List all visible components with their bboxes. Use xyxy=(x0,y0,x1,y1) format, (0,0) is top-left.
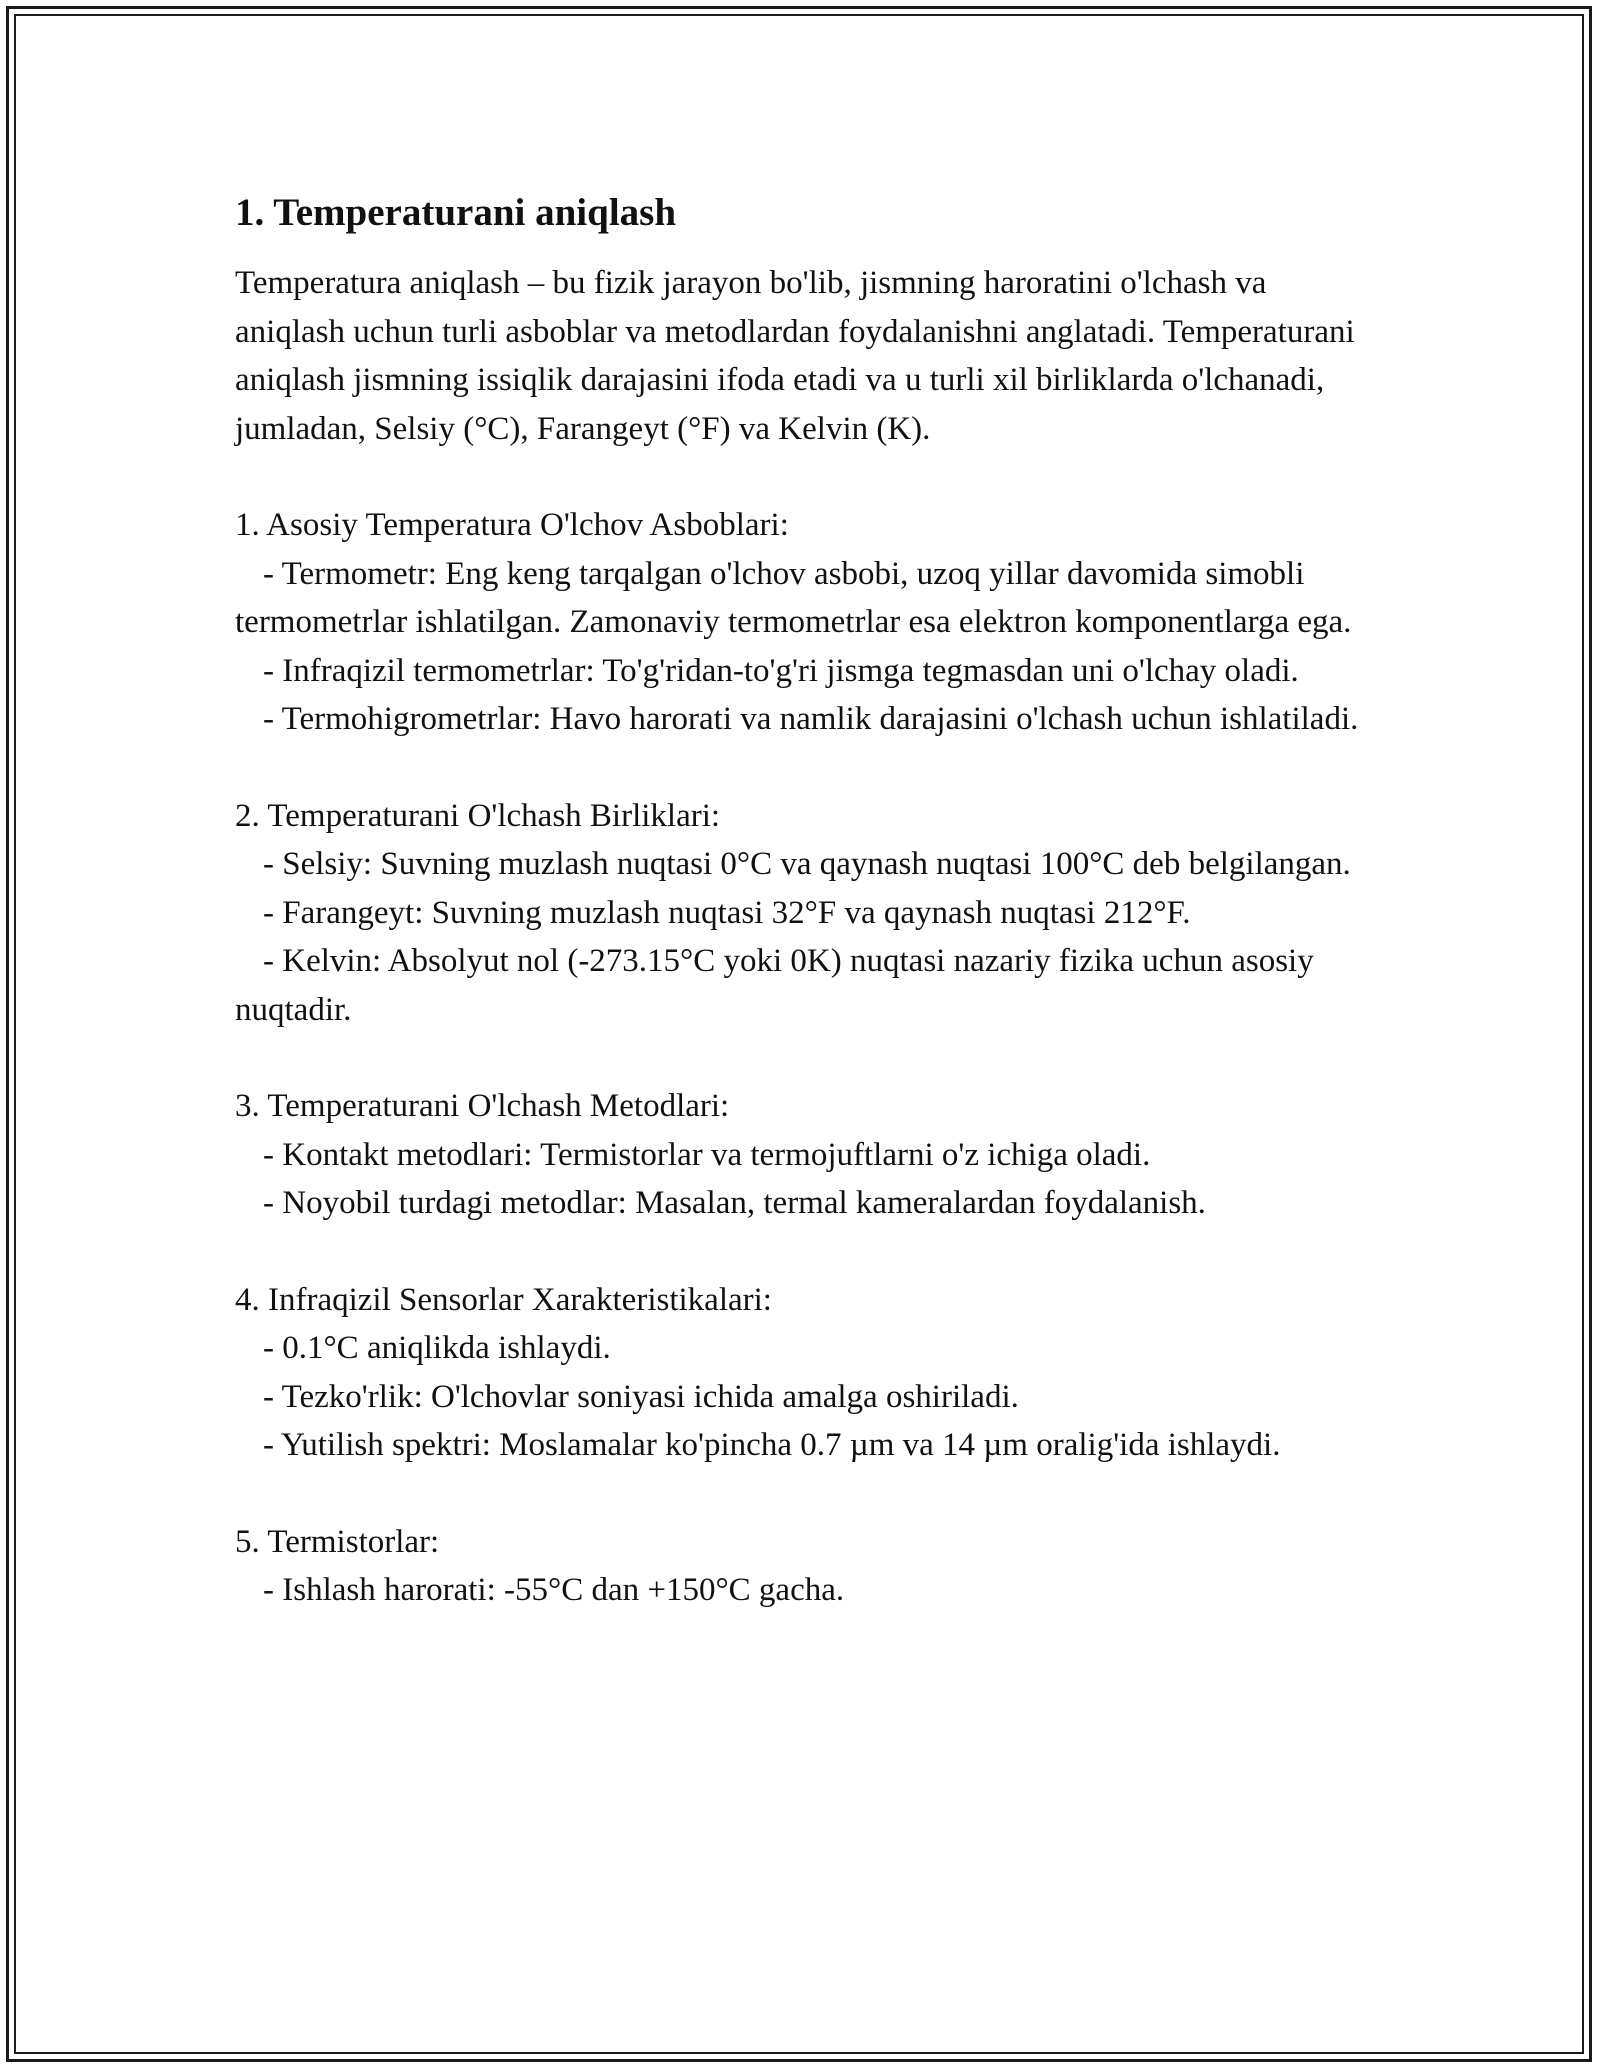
section-infrared-sensors xyxy=(235,1276,1365,1470)
list-item: - Noyobil turdagi metodlar: Masalan, termal kameralardan foydalanish. xyxy=(263,1185,1206,1221)
section-heading: 1. Asosiy Temperatura O'lchov Asboblari: xyxy=(235,507,789,543)
list-item: - Kontakt metodlari: Termistorlar va termojuftlarni o'z ichiga oladi. xyxy=(263,1136,1151,1173)
list-item: - Infraqizil termometrlar: To'g'ridan-to'g'ri jismga tegmasdan uni o'lchay oladi. xyxy=(263,652,1299,689)
list-item: - Tezko'rlik: O'lchovlar soniyasi ichida amalga oshiriladi. xyxy=(263,1378,1019,1415)
section-heading: 2. Temperaturani O'lchash Birliklari: xyxy=(235,797,721,834)
section-heading: 3. Temperaturani O'lchash Metodlari: xyxy=(235,1088,730,1124)
list-item: - 0.1°C aniqlikda ishlaydi. xyxy=(263,1330,611,1366)
document-body xyxy=(235,185,1365,1615)
section-thermistors xyxy=(235,1518,1365,1615)
list-item: - Termohigrometrlar: Havo harorati va namlik darajasini o'lchash uchun ishlatiladi. xyxy=(263,701,1359,737)
section-instruments xyxy=(235,501,1365,744)
list-item: - Ishlash harorati: -55°C dan +150°C gacha. xyxy=(263,1572,845,1608)
list-item: - Kelvin: Absolyut nol (-273.15°C yoki 0K) nuqtasi nazariy fizika uchun asosiy nuqtadir. xyxy=(235,943,1314,1028)
list-item: - Termometr: Eng keng tarqalgan o'lchov asbobi, uzoq yillar davomida simobli termometrlar ishlatilgan. Zamonaviy termometrlar esa elektron komponentlarga ega. xyxy=(235,555,1352,640)
list-item: - Yutilish spektri: Moslamalar ko'pincha 0.7 µm va 14 µm oralig'ida ishlaydi. xyxy=(263,1427,1281,1463)
section-units xyxy=(235,792,1365,1035)
section-heading: 5. Termistorlar: xyxy=(235,1523,440,1560)
intro-paragraph: Temperatura aniqlash – bu fizik jarayon bo'lib, jismning haroratini o'lchash va aniqlash uchun turli asboblar va metodlardan foydalanishni anglatadi. Temperaturani aniqlash jismning issiqlik darajasini ifoda etadi va u turli xil birliklarda o'lchanadi, jumladan, Selsiy (°C), Farangeyt (°F) va Kelvin (K). xyxy=(235,265,1355,447)
document-title: 1. Temperaturani aniqlash xyxy=(235,191,677,234)
list-item: - Selsiy: Suvning muzlash nuqtasi 0°C va qaynash nuqtasi 100°C deb belgilangan. xyxy=(263,846,1351,882)
list-item: - Farangeyt: Suvning muzlash nuqtasi 32°F va qaynash nuqtasi 212°F. xyxy=(263,894,1191,931)
section-heading: 4. Infraqizil Sensorlar Xarakteristikalari: xyxy=(235,1281,772,1318)
section-methods xyxy=(235,1082,1365,1228)
